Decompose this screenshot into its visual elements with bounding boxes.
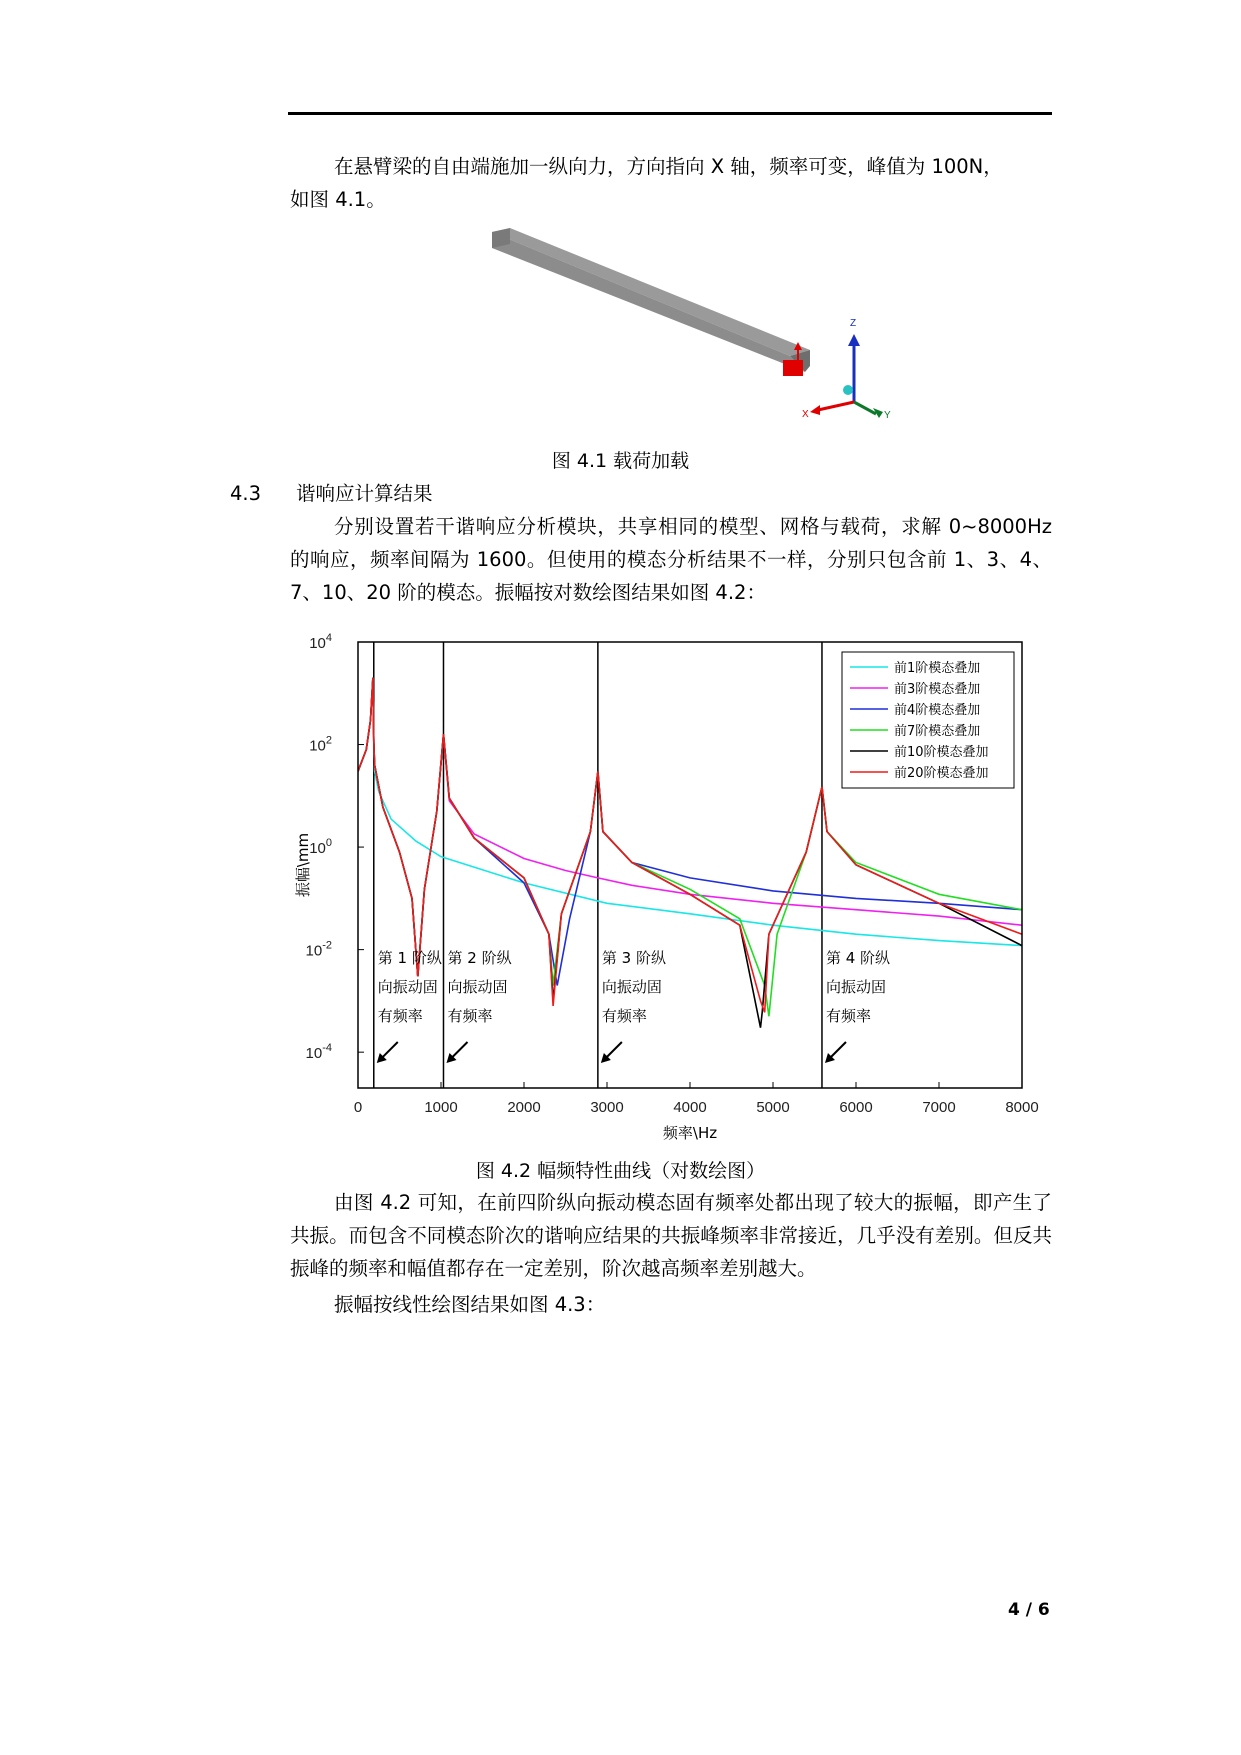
chart-legend (842, 652, 1014, 788)
resonance-annotations (377, 949, 890, 1063)
section-number: 4.3 (230, 482, 262, 505)
beam-side (492, 232, 805, 372)
annotation-text: 第 4 阶纵 (825, 949, 891, 967)
origin-marker (843, 385, 853, 395)
y-tick-label: $10^0$ (309, 837, 332, 858)
annotation-text: 向振动固 (601, 978, 662, 996)
y-axis-ticks (306, 632, 364, 1062)
legend-label: 前1阶模态叠加 (894, 661, 981, 676)
y-tick-label: $10^{-4}$ (305, 1042, 332, 1063)
y-tick-label: $10^{-2}$ (305, 939, 332, 960)
section-title: 谐响应计算结果 (296, 482, 433, 505)
y-axis-label: 振幅\mm (294, 832, 312, 898)
beam-top-edge (492, 228, 810, 356)
annotation-text: 第 2 阶纵 (447, 949, 512, 967)
z-axis-arrow-head (848, 334, 860, 346)
force-marker (783, 360, 803, 376)
paragraph-1 (290, 150, 1052, 216)
amplitude-frequency-chart (290, 630, 1060, 1150)
x-axis-arrow-head (810, 405, 820, 415)
resonance-lines (374, 642, 822, 1088)
x-tick-label: 7000 (922, 1099, 956, 1116)
y-tick-label: $10^4$ (309, 632, 332, 652)
x-axis-ticks (354, 1082, 1039, 1116)
header-rule (288, 112, 1052, 115)
annotation-text: 有频率 (377, 1007, 423, 1025)
page-number: 4 / 6 (1008, 1600, 1050, 1620)
paragraph-2: 分别设置若干谐响应分析模块，共享相同的模型、网格与载荷，求解 0~8000Hz 的响应，频率间隔为 1600。但使用的模态分析结果不一样，分别只包含前 1、3、4、7、10、20 阶的模态。振幅按对数绘图结果如图 4.2： (290, 515, 1052, 604)
paragraph-1-line-2: 如图 4.1。 (290, 188, 386, 211)
legend-label: 前3阶模态叠加 (894, 682, 981, 697)
annotation-text: 向振动固 (825, 978, 886, 996)
x-tick-label: 3000 (590, 1099, 624, 1116)
annotation-text: 有频率 (601, 1007, 647, 1025)
x-tick-label: 6000 (839, 1099, 873, 1116)
x-axis-arrow (818, 402, 854, 410)
x-tick-label: 4000 (673, 1099, 707, 1116)
y-tick-label: $10^2$ (309, 734, 332, 755)
y-axis-arrow (854, 402, 876, 414)
x-tick-label: 2000 (507, 1099, 541, 1116)
section-heading (230, 478, 433, 506)
paragraph-4: 振幅按线性绘图结果如图 4.3： (334, 1293, 606, 1316)
x-axis-label: 频率\Hz (662, 1124, 718, 1142)
annotation-text: 有频率 (447, 1007, 493, 1025)
legend-label: 前10阶模态叠加 (894, 745, 989, 760)
annotation-text: 第 1 阶纵 (377, 949, 442, 967)
y-axis-label: Y (884, 410, 891, 421)
x-tick-label: 0 (353, 1099, 363, 1116)
figure-1-caption: 图 4.1 载荷加载 (551, 450, 690, 472)
z-axis-label: Z (850, 318, 857, 329)
x-tick-label: 8000 (1005, 1099, 1039, 1116)
x-tick-label: 5000 (756, 1099, 790, 1116)
paragraph-1-line-1: 在悬臂梁的自由端施加一纵向力，方向指向 X 轴，频率可变，峰值为 100N， (334, 155, 1003, 178)
figure-2-caption: 图 4.2 幅频特性曲线（对数绘图） (475, 1160, 766, 1182)
x-tick-label: 1000 (424, 1099, 458, 1116)
legend-label: 前7阶模态叠加 (894, 724, 981, 739)
paragraph-3: 由图 4.2 可知，在前四阶纵向振动模态固有频率处都出现了较大的振幅，即产生了共振。而包含不同模态阶次的谐响应结果的共振峰频率非常接近，几乎没有差别。但反共振峰的频率和幅值都存在一定差别，阶次越高频率差别越大。 (290, 1191, 1052, 1280)
x-axis-label: X (802, 409, 809, 420)
legend-label: 前20阶模态叠加 (894, 766, 989, 781)
annotation-text: 向振动固 (377, 978, 438, 996)
annotation-text: 向振动固 (447, 978, 508, 996)
annotation-text: 有频率 (825, 1007, 871, 1025)
annotation-text: 第 3 阶纵 (601, 949, 666, 967)
legend-label: 前4阶模态叠加 (894, 703, 981, 718)
beam-figure (480, 222, 920, 432)
